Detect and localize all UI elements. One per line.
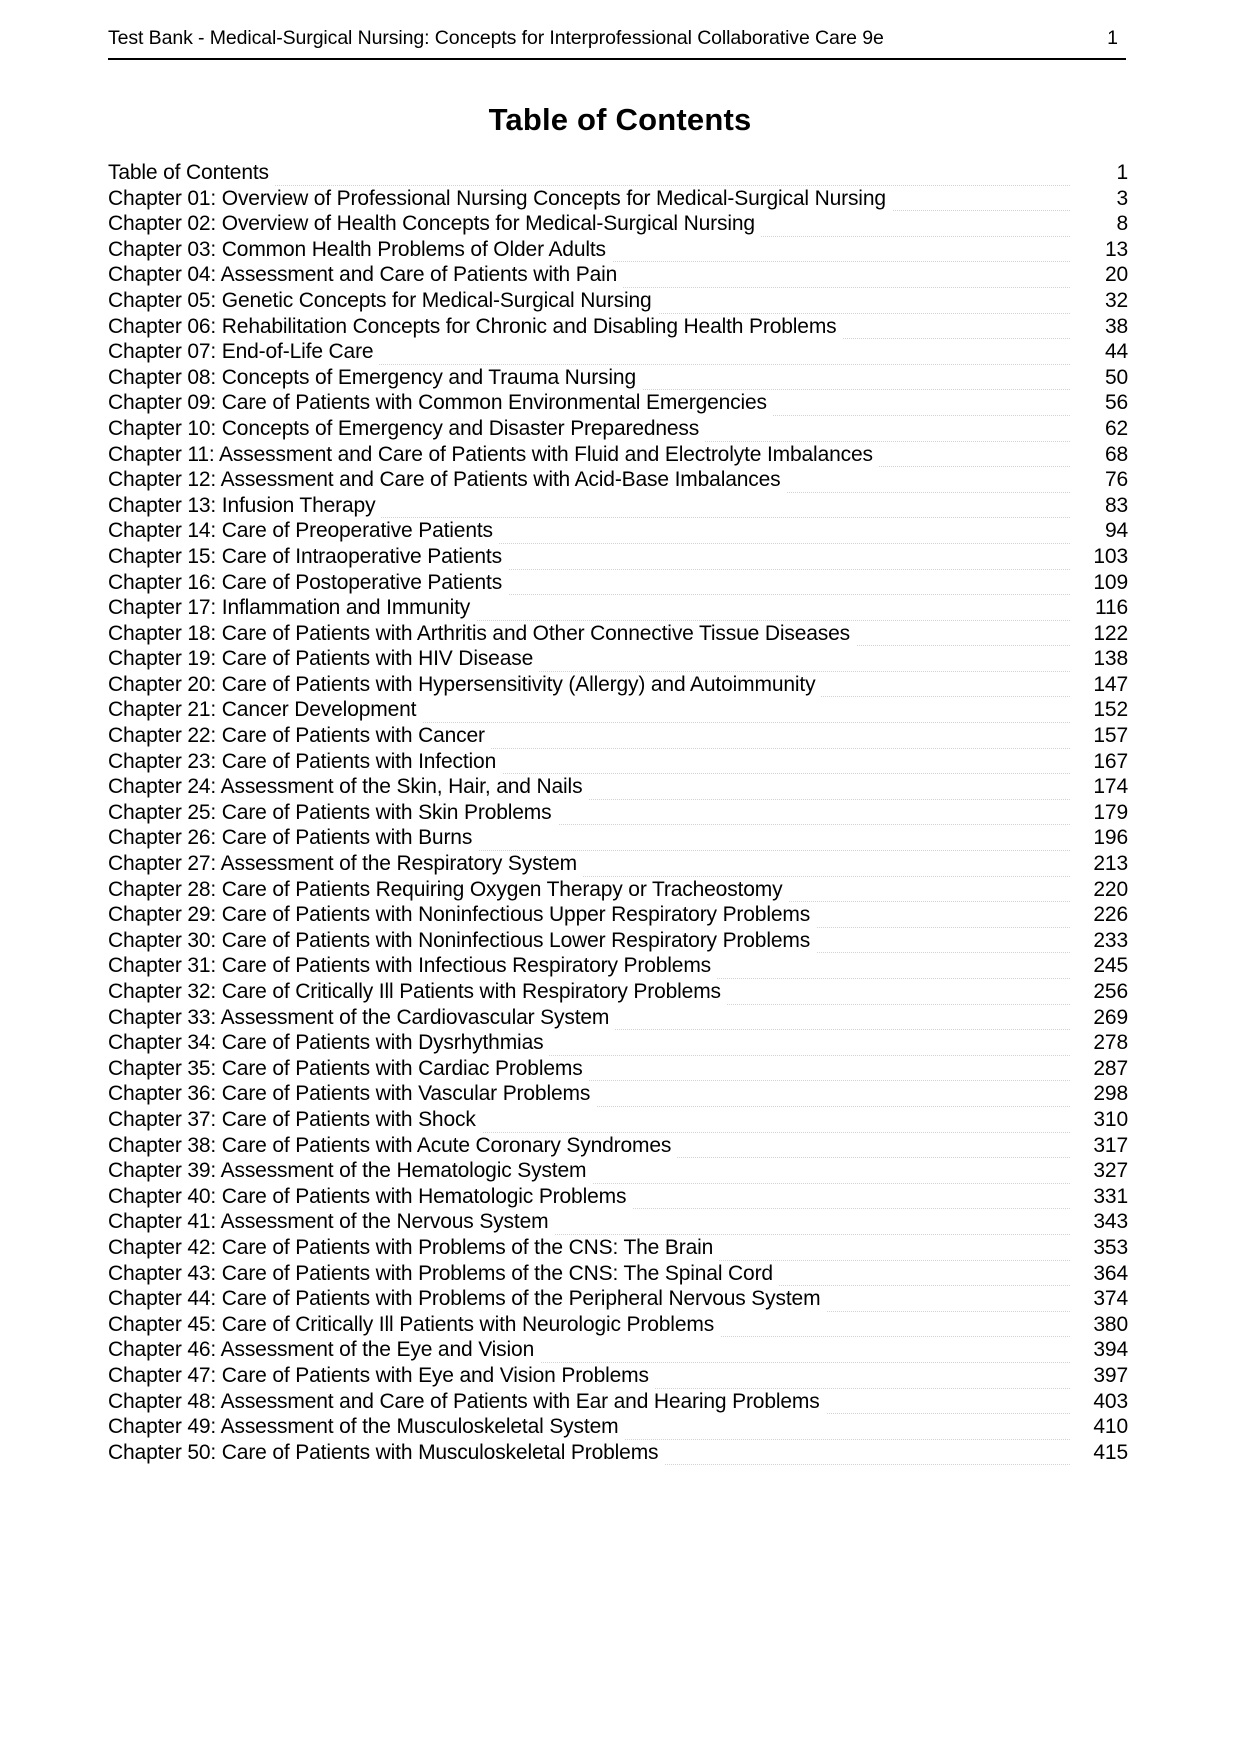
toc-entry-label: Chapter 31: Care of Patients with Infectious Respiratory Problems (108, 953, 717, 979)
toc-entry-label: Chapter 01: Overview of Professional Nursing Concepts for Medical-Surgical Nursing (108, 186, 892, 212)
toc-entry-page-number: 397 (1070, 1363, 1128, 1389)
toc-entry-label: Chapter 20: Care of Patients with Hypersensitivity (Allergy) and Autoimmunity (108, 672, 821, 698)
toc-entry-label: Chapter 03: Common Health Problems of Older Adults (108, 237, 612, 263)
toc-entry-label: Chapter 45: Care of Critically Ill Patients with Neurologic Problems (108, 1312, 720, 1338)
toc-entry-label: Chapter 41: Assessment of the Nervous System (108, 1209, 554, 1235)
toc-entry[interactable] (108, 262, 1128, 288)
toc-entry-label: Chapter 08: Concepts of Emergency and Trauma Nursing (108, 365, 642, 391)
toc-entry-page-number: 122 (1070, 621, 1128, 647)
toc-entry[interactable] (108, 1440, 1128, 1466)
toc-entry-page-number: 374 (1070, 1286, 1128, 1312)
toc-entry-page-number: 3 (1070, 186, 1128, 212)
toc-entry-label: Chapter 49: Assessment of the Musculoskeletal System (108, 1414, 624, 1440)
toc-entry-page-number: 353 (1070, 1235, 1128, 1261)
toc-entry-label: Chapter 34: Care of Patients with Dysrhythmias (108, 1030, 549, 1056)
toc-entry[interactable] (108, 825, 1128, 851)
toc-entry[interactable] (108, 390, 1128, 416)
toc-entry-label: Chapter 48: Assessment and Care of Patients with Ear and Hearing Problems (108, 1389, 826, 1415)
toc-entry-label: Chapter 12: Assessment and Care of Patients with Acid-Base Imbalances (108, 467, 787, 493)
toc-entry[interactable] (108, 1414, 1128, 1440)
toc-entry[interactable] (108, 800, 1128, 826)
toc-entry-page-number: 68 (1070, 442, 1128, 468)
toc-entry-label: Chapter 22: Care of Patients with Cancer (108, 723, 491, 749)
running-header (108, 26, 1126, 60)
toc-entry-label: Chapter 04: Assessment and Care of Patients with Pain (108, 262, 623, 288)
toc-entry-page-number: 403 (1070, 1389, 1128, 1415)
toc-entry[interactable] (108, 160, 1128, 186)
toc-entry-label: Chapter 27: Assessment of the Respiratory System (108, 851, 583, 877)
toc-entry[interactable] (108, 646, 1128, 672)
toc-entry-page-number: 343 (1070, 1209, 1128, 1235)
toc-entry[interactable] (108, 1235, 1128, 1261)
toc-entry-label: Chapter 21: Cancer Development (108, 697, 422, 723)
toc-entry[interactable] (108, 697, 1128, 723)
toc-entry[interactable] (108, 1286, 1128, 1312)
toc-entry-label: Table of Contents (108, 160, 275, 186)
toc-entry-label: Chapter 05: Genetic Concepts for Medical-Surgical Nursing (108, 288, 658, 314)
toc-entry-label: Chapter 24: Assessment of the Skin, Hair, and Nails (108, 774, 588, 800)
toc-entry[interactable] (108, 1363, 1128, 1389)
toc-entry-page-number: 109 (1070, 570, 1128, 596)
toc-entry[interactable] (108, 442, 1128, 468)
toc-entry[interactable] (108, 1005, 1128, 1031)
toc-entry-page-number: 310 (1070, 1107, 1128, 1133)
running-header-title: Test Bank - Medical-Surgical Nursing: Concepts for Interprofessional Collaborative Care 9e (108, 27, 884, 49)
toc-entry-page-number: 278 (1070, 1030, 1128, 1056)
toc-entry[interactable] (108, 672, 1128, 698)
toc-entry-label: Chapter 47: Care of Patients with Eye and Vision Problems (108, 1363, 655, 1389)
toc-entry-label: Chapter 15: Care of Intraoperative Patients (108, 544, 508, 570)
toc-entry[interactable] (108, 211, 1128, 237)
toc-entry-page-number: 213 (1070, 851, 1128, 877)
toc-entry-label: Chapter 40: Care of Patients with Hematologic Problems (108, 1184, 632, 1210)
toc-entry-page-number: 13 (1070, 237, 1128, 263)
toc-entry-page-number: 331 (1070, 1184, 1128, 1210)
toc-entry-label: Chapter 25: Care of Patients with Skin Problems (108, 800, 558, 826)
toc-entry-page-number: 103 (1070, 544, 1128, 570)
toc-entry-page-number: 152 (1070, 697, 1128, 723)
toc-entry-label: Chapter 17: Inflammation and Immunity (108, 595, 476, 621)
toc-entry-label: Chapter 28: Care of Patients Requiring Oxygen Therapy or Tracheostomy (108, 877, 788, 903)
toc-entry-page-number: 245 (1070, 953, 1128, 979)
toc-entry-page-number: 38 (1070, 314, 1128, 340)
toc-entry-label: Chapter 39: Assessment of the Hematologic System (108, 1158, 592, 1184)
toc-entry-page-number: 167 (1070, 749, 1128, 775)
running-header-page-number: 1 (1107, 27, 1118, 49)
toc-entry-label: Chapter 19: Care of Patients with HIV Disease (108, 646, 539, 672)
toc-entry-label: Chapter 14: Care of Preoperative Patients (108, 518, 499, 544)
toc-entry-label: Chapter 10: Concepts of Emergency and Disaster Preparedness (108, 416, 705, 442)
toc-entry-label: Chapter 38: Care of Patients with Acute Coronary Syndromes (108, 1133, 677, 1159)
toc-entry-page-number: 380 (1070, 1312, 1128, 1338)
toc-entry-label: Chapter 11: Assessment and Care of Patients with Fluid and Electrolyte Imbalances (108, 442, 879, 468)
toc-entry-page-number: 62 (1070, 416, 1128, 442)
toc-entry[interactable] (108, 570, 1128, 596)
toc-entry-page-number: 138 (1070, 646, 1128, 672)
toc-entry-page-number: 220 (1070, 877, 1128, 903)
toc-entry-page-number: 179 (1070, 800, 1128, 826)
toc-entry-label: Chapter 29: Care of Patients with Noninfectious Upper Respiratory Problems (108, 902, 816, 928)
toc-entry[interactable] (108, 1337, 1128, 1363)
toc-entry-page-number: 269 (1070, 1005, 1128, 1031)
table-of-contents-list (108, 160, 1128, 1465)
toc-entry[interactable] (108, 928, 1128, 954)
toc-entry-page-number: 317 (1070, 1133, 1128, 1159)
toc-entry[interactable] (108, 467, 1128, 493)
toc-entry-page-number: 415 (1070, 1440, 1128, 1466)
toc-entry-page-number: 94 (1070, 518, 1128, 544)
toc-entry[interactable] (108, 1133, 1128, 1159)
toc-entry[interactable] (108, 1184, 1128, 1210)
toc-entry[interactable] (108, 723, 1128, 749)
toc-entry-label: Chapter 50: Care of Patients with Musculoskeletal Problems (108, 1440, 664, 1466)
toc-entry-page-number: 56 (1070, 390, 1128, 416)
toc-entry-label: Chapter 36: Care of Patients with Vascular Problems (108, 1081, 596, 1107)
toc-entry-label: Chapter 33: Assessment of the Cardiovascular System (108, 1005, 615, 1031)
toc-entry-label: Chapter 13: Infusion Therapy (108, 493, 381, 519)
toc-entry[interactable] (108, 1081, 1128, 1107)
toc-entry-label: Chapter 32: Care of Critically Ill Patients with Respiratory Problems (108, 979, 727, 1005)
toc-entry[interactable] (108, 1261, 1128, 1287)
toc-entry[interactable] (108, 544, 1128, 570)
toc-entry[interactable] (108, 902, 1128, 928)
toc-entry[interactable] (108, 186, 1128, 212)
toc-entry-label: Chapter 26: Care of Patients with Burns (108, 825, 478, 851)
page-title: Table of Contents (488, 102, 752, 137)
toc-entry-page-number: 147 (1070, 672, 1128, 698)
toc-entry[interactable] (108, 621, 1128, 647)
toc-entry-page-number: 50 (1070, 365, 1128, 391)
toc-entry[interactable] (108, 1056, 1128, 1082)
toc-entry-page-number: 226 (1070, 902, 1128, 928)
toc-entry[interactable] (108, 237, 1128, 263)
toc-entry[interactable] (108, 877, 1128, 903)
toc-entry[interactable] (108, 1030, 1128, 1056)
toc-entry-page-number: 298 (1070, 1081, 1128, 1107)
toc-entry-label: Chapter 44: Care of Patients with Problems of the Peripheral Nervous System (108, 1286, 826, 1312)
toc-entry-label: Chapter 07: End-of-Life Care (108, 339, 379, 365)
toc-entry-label: Chapter 09: Care of Patients with Common Environmental Emergencies (108, 390, 773, 416)
toc-entry[interactable] (108, 416, 1128, 442)
toc-entry-page-number: 76 (1070, 467, 1128, 493)
toc-entry-page-number: 233 (1070, 928, 1128, 954)
toc-entry-page-number: 20 (1070, 262, 1128, 288)
toc-entry-page-number: 174 (1070, 774, 1128, 800)
toc-entry-page-number: 256 (1070, 979, 1128, 1005)
toc-entry-label: Chapter 06: Rehabilitation Concepts for Chronic and Disabling Health Problems (108, 314, 843, 340)
toc-entry[interactable] (108, 365, 1128, 391)
toc-entry-page-number: 83 (1070, 493, 1128, 519)
toc-entry-label: Chapter 30: Care of Patients with Noninfectious Lower Respiratory Problems (108, 928, 816, 954)
toc-entry-page-number: 410 (1070, 1414, 1128, 1440)
toc-entry[interactable] (108, 749, 1128, 775)
toc-entry-page-number: 32 (1070, 288, 1128, 314)
toc-entry[interactable] (108, 314, 1128, 340)
toc-entry-label: Chapter 35: Care of Patients with Cardiac Problems (108, 1056, 589, 1082)
toc-entry[interactable] (108, 1209, 1128, 1235)
toc-entry[interactable] (108, 595, 1128, 621)
toc-entry[interactable] (108, 953, 1128, 979)
toc-entry[interactable] (108, 1107, 1128, 1133)
toc-entry-label: Chapter 02: Overview of Health Concepts for Medical-Surgical Nursing (108, 211, 761, 237)
toc-entry[interactable] (108, 518, 1128, 544)
toc-entry-page-number: 157 (1070, 723, 1128, 749)
toc-entry-page-number: 327 (1070, 1158, 1128, 1184)
toc-entry-label: Chapter 16: Care of Postoperative Patients (108, 570, 508, 596)
toc-entry[interactable] (108, 774, 1128, 800)
toc-entry-page-number: 8 (1070, 211, 1128, 237)
toc-entry-label: Chapter 42: Care of Patients with Problems of the CNS: The Brain (108, 1235, 719, 1261)
toc-entry[interactable] (108, 1312, 1128, 1338)
toc-entry-label: Chapter 23: Care of Patients with Infection (108, 749, 502, 775)
toc-entry[interactable] (108, 1158, 1128, 1184)
toc-entry-page-number: 364 (1070, 1261, 1128, 1287)
toc-entry-page-number: 44 (1070, 339, 1128, 365)
toc-entry-page-number: 116 (1070, 595, 1128, 621)
toc-entry[interactable] (108, 1389, 1128, 1415)
toc-entry[interactable] (108, 493, 1128, 519)
toc-entry-page-number: 196 (1070, 825, 1128, 851)
toc-entry-page-number: 1 (1070, 160, 1128, 186)
toc-entry[interactable] (108, 339, 1128, 365)
toc-entry-label: Chapter 37: Care of Patients with Shock (108, 1107, 482, 1133)
toc-entry[interactable] (108, 288, 1128, 314)
toc-entry-label: Chapter 18: Care of Patients with Arthritis and Other Connective Tissue Diseases (108, 621, 856, 647)
toc-entry-page-number: 287 (1070, 1056, 1128, 1082)
toc-entry-label: Chapter 46: Assessment of the Eye and Vision (108, 1337, 540, 1363)
toc-entry-label: Chapter 43: Care of Patients with Problems of the CNS: The Spinal Cord (108, 1261, 779, 1287)
toc-entry[interactable] (108, 979, 1128, 1005)
toc-entry-page-number: 394 (1070, 1337, 1128, 1363)
toc-entry[interactable] (108, 851, 1128, 877)
